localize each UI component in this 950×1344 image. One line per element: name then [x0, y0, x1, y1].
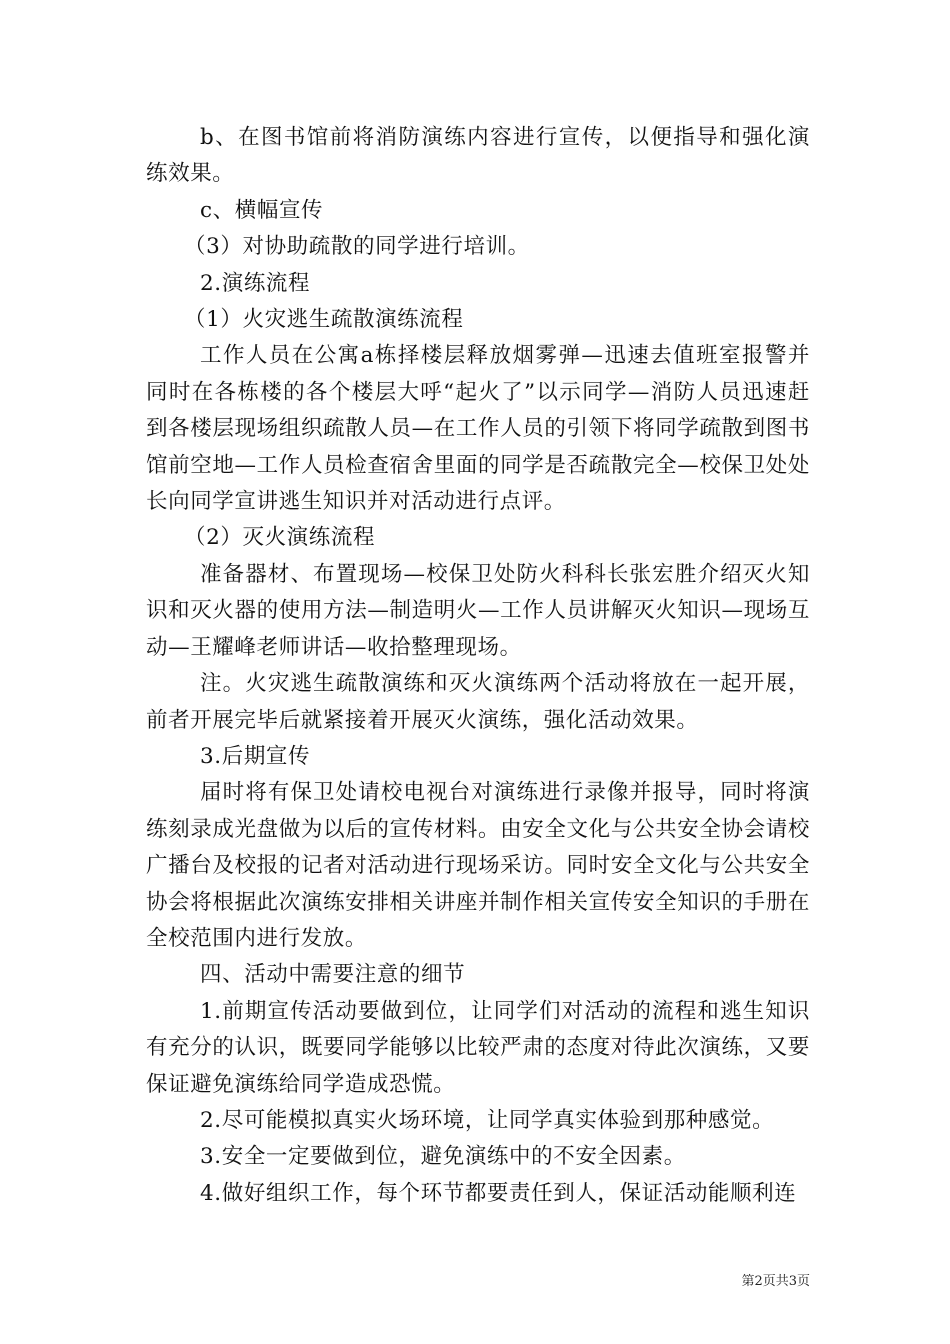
heading-evacuation-process: （1）火灾逃生疏散演练流程 [184, 307, 464, 333]
heading-details: 四、活动中需要注意的细节 [200, 962, 466, 988]
heading-extinguish-process: （2）灭火演练流程 [184, 525, 376, 551]
paragraph-banner: c、横幅宣传 [200, 197, 324, 223]
paragraph-promotion-library: b、在图书馆前将消防演练内容进行宣传，以便指导和强化演练效果。 [146, 125, 810, 187]
paragraph-extinguish-steps: 准备器材、布置现场—校保卫处防火科科长张宏胜介绍灭火知识和灭火器的使用方法—制造明火—工作人员讲解灭火知识—现场互动—王耀峰老师讲话—收拾整理现场。 [146, 561, 810, 660]
paragraph-training: （3）对协助疏散的同学进行培训。 [184, 234, 530, 260]
heading-post-promotion: 3.后期宣传 [200, 743, 311, 769]
paragraph-detail-3: 3.安全一定要做到位，避免演练中的不安全因素。 [200, 1144, 686, 1170]
paragraph-detail-1: 1.前期宣传活动要做到位，让同学们对活动的流程和逃生知识有充分的认识，既要同学能够以比较严肃的态度对待此次演练，又要保证避免演练给同学造成恐慌。 [146, 998, 810, 1097]
paragraph-detail-4: 4.做好组织工作，每个环节都要责任到人，保证活动能顺利连 [200, 1180, 797, 1206]
page-number: 第2页共3页 [741, 1274, 810, 1289]
document-body [146, 120, 810, 1212]
paragraph-post-promotion: 届时将有保卫处请校电视台对演练进行录像并报导，同时将演练刻录成光盘做为以后的宣传材料。由安全文化与公共安全协会请校广播台及校报的记者对活动进行现场采访。同时安全文化与公共安全协会将根据此次演练安排相关讲座并制作相关宣传安全知识的手册在全校范围内进行发放。 [146, 780, 810, 951]
paragraph-note: 注。火灾逃生疏散演练和灭火演练两个活动将放在一起开展，前者开展完毕后就紧接着开展灭火演练，强化活动效果。 [146, 671, 810, 733]
paragraph-detail-2: 2.尽可能模拟真实火场环境，让同学真实体验到那种感觉。 [200, 1107, 775, 1133]
heading-drill-process: 2.演练流程 [200, 270, 311, 296]
paragraph-evacuation-steps: 工作人员在公寓a栋择楼层释放烟雾弹—迅速去值班室报警并同时在各栋楼的各个楼层大呼“起火了”以示同学—消防人员迅速赶到各楼层现场组织疏散人员—在工作人员的引领下将同学疏散到图书馆前空地—工作人员检查宿舍里面的同学是否疏散完全—校保卫处处长向同学宣讲逃生知识并对活动进行点评。 [146, 343, 810, 515]
